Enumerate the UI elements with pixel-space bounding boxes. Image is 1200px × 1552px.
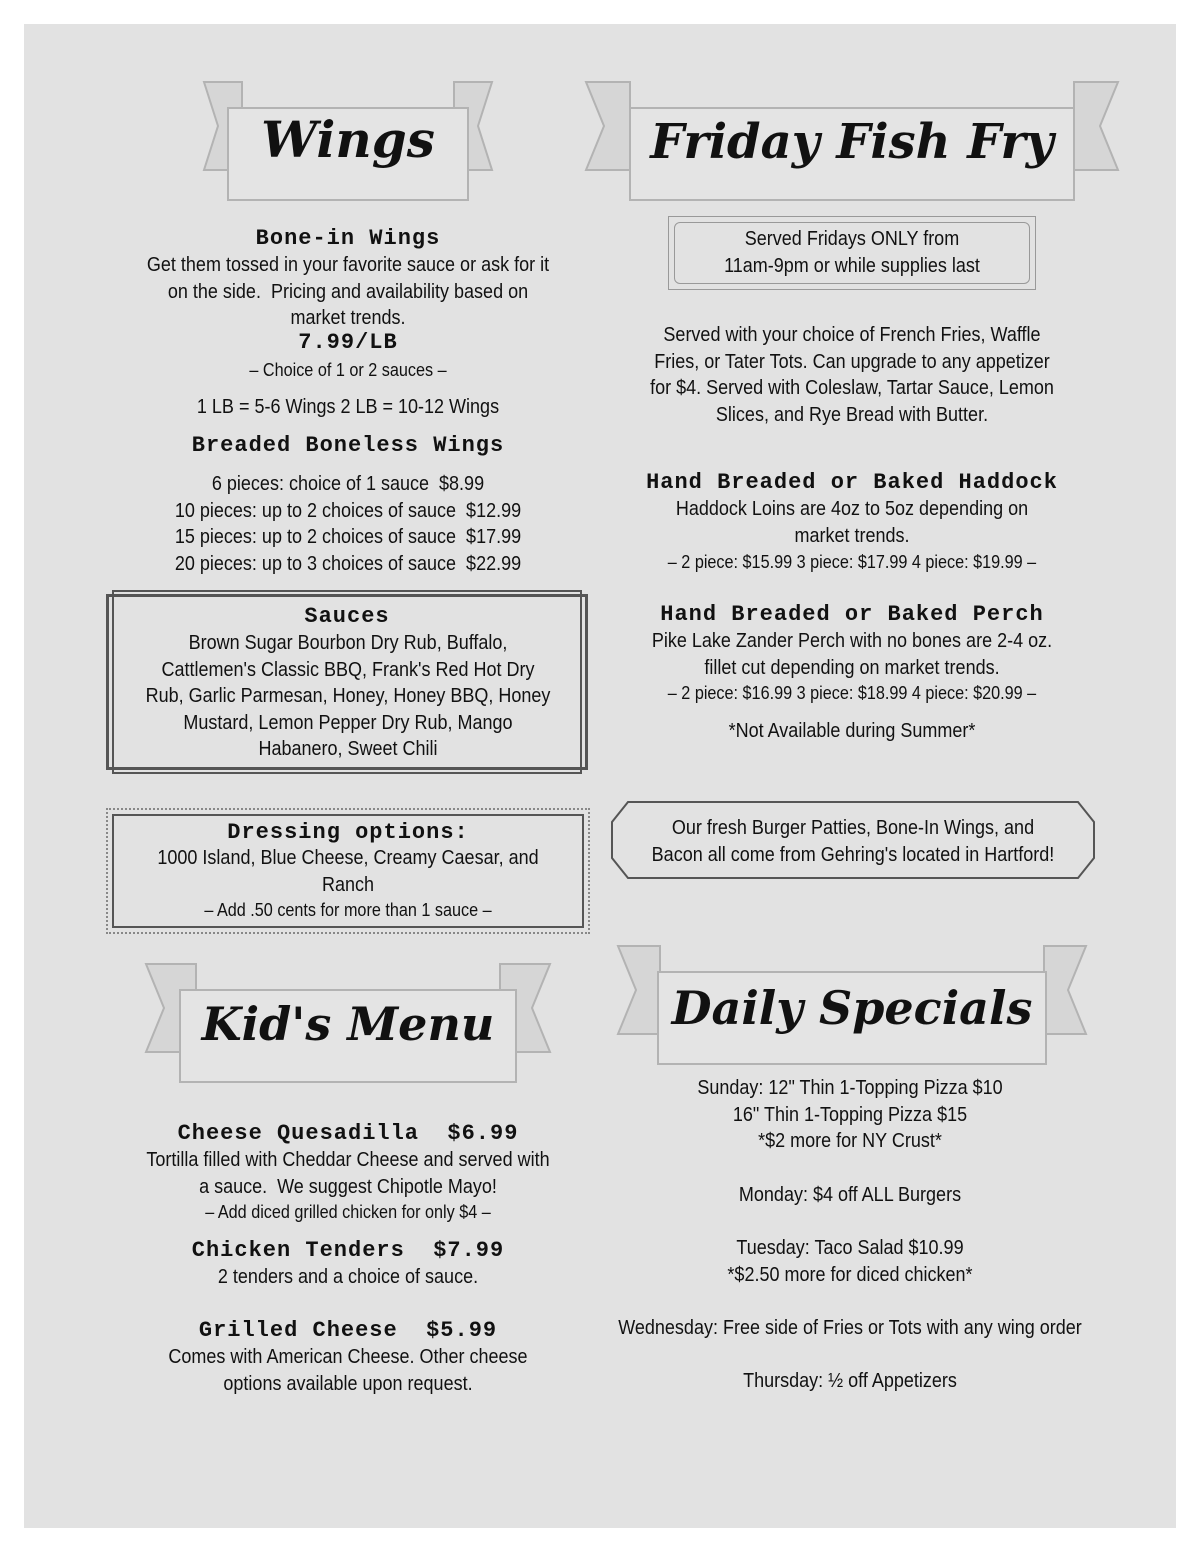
perch-title: Hand Breaded or Baked Perch	[660, 602, 1044, 627]
haddock-title: Hand Breaded or Baked Haddock	[646, 470, 1058, 495]
kids-item-title: Cheese Quesadilla $6.99	[177, 1121, 519, 1146]
sauces-title: Sauces	[304, 604, 390, 629]
sauces-list: Brown Sugar Bourbon Dry Rub, Buffalo, Cattlemen's Classic BBQ, Frank's Red Hot Dry Rub, Garlic Parmesan, Honey, Honey BBQ, Honey Mustard, Lemon Pepper Dry Rub, Mango Habanero, Sweet Chili	[145, 632, 551, 760]
menu-page	[24, 24, 1176, 1528]
specials-title: Daily Specials	[671, 981, 1033, 1035]
kids-item-desc: Comes with American Cheese. Other cheese options available upon request.	[168, 1346, 528, 1395]
dressing-note: – Add .50 cents for more than 1 sauce –	[204, 900, 492, 920]
boneless-option: 15 pieces: up to 2 choices of sauce $17.99	[174, 526, 522, 548]
perch-desc: Pike Lake Zander Perch with no bones are 2-4 oz. fillet cut depending on market trends.	[651, 630, 1053, 679]
boneless-option: 6 pieces: choice of 1 sauce $8.99	[211, 473, 485, 495]
boneless-option: 10 pieces: up to 2 choices of sauce $12.99	[174, 499, 522, 522]
bone-in-sizes: 1 LB = 5-6 Wings 2 LB = 10-12 Wings	[196, 396, 500, 418]
boneless-option: 20 pieces: up to 3 choices of sauce $22.99	[174, 552, 522, 575]
perch-prices: – 2 piece: $16.99 3 piece: $18.99 4 piece: $20.99 –	[667, 683, 1037, 703]
kids-item-title: Grilled Cheese $5.99	[198, 1318, 498, 1343]
kids-item-title: Chicken Tenders $7.99	[191, 1238, 505, 1263]
served-text: Served Fridays ONLY from 11am-9pm or while supplies last	[724, 228, 980, 277]
wings-title: Wings	[261, 110, 435, 169]
dressing-title: Dressing options:	[227, 820, 469, 845]
boneless-options	[78, 471, 618, 577]
dressing-list: 1000 Island, Blue Cheese, Creamy Caesar, and Ranch	[157, 847, 539, 896]
kids-title: Kid's Menu	[201, 997, 495, 1051]
special-monday: Monday: $4 off ALL Burgers	[738, 1184, 962, 1206]
kids-item-desc: Tortilla filled with Cheddar Cheese and served with a sauce. We suggest Chipotle Mayo!	[146, 1149, 550, 1198]
boneless-title: Breaded Boneless Wings	[191, 433, 505, 458]
bone-in-price: 7.99/LB	[298, 330, 398, 355]
haddock-desc: Haddock Loins are 4oz to 5oz depending on market trends.	[675, 498, 1029, 547]
bone-in-title: Bone-in Wings	[255, 226, 441, 251]
bone-in-note: – Choice of 1 or 2 sauces –	[249, 360, 447, 380]
special-sunday: Sunday: 12" Thin 1-Topping Pizza $10 16" Thin 1-Topping Pizza $15 *$2 more for NY Crust*	[697, 1077, 1003, 1152]
special-thursday: Thursday: ½ off Appetizers	[743, 1370, 957, 1392]
fresh-text: Our fresh Burger Patties, Bone-In Wings, and Bacon all come from Gehring's located in Hartford!	[651, 817, 1055, 866]
kids-item-note: – Add diced grilled chicken for only $4 –	[205, 1202, 491, 1222]
special-wednesday: Wednesday: Free side of Fries or Tots with any wing order	[618, 1317, 1082, 1339]
bone-in-desc: Get them tossed in your favorite sauce or ask for it on the side. Pricing and availability based on market trends.	[146, 254, 550, 329]
fish-fry-title: Friday Fish Fry	[650, 114, 1054, 170]
special-tuesday: Tuesday: Taco Salad $10.99 *$2.50 more for diced chicken*	[727, 1237, 973, 1286]
haddock-prices: – 2 piece: $15.99 3 piece: $17.99 4 piece: $19.99 –	[667, 552, 1037, 572]
fish-fry-sides: Served with your choice of French Fries, Waffle Fries, or Tater Tots. Can upgrade to any appetizer for $4. Served with Coleslaw, Tartar Sauce, Lemon Slices, and Rye Bread with Butter.	[650, 324, 1054, 426]
perch-note: *Not Available during Summer*	[728, 720, 976, 742]
kids-item-desc: 2 tenders and a choice of sauce.	[217, 1266, 479, 1288]
